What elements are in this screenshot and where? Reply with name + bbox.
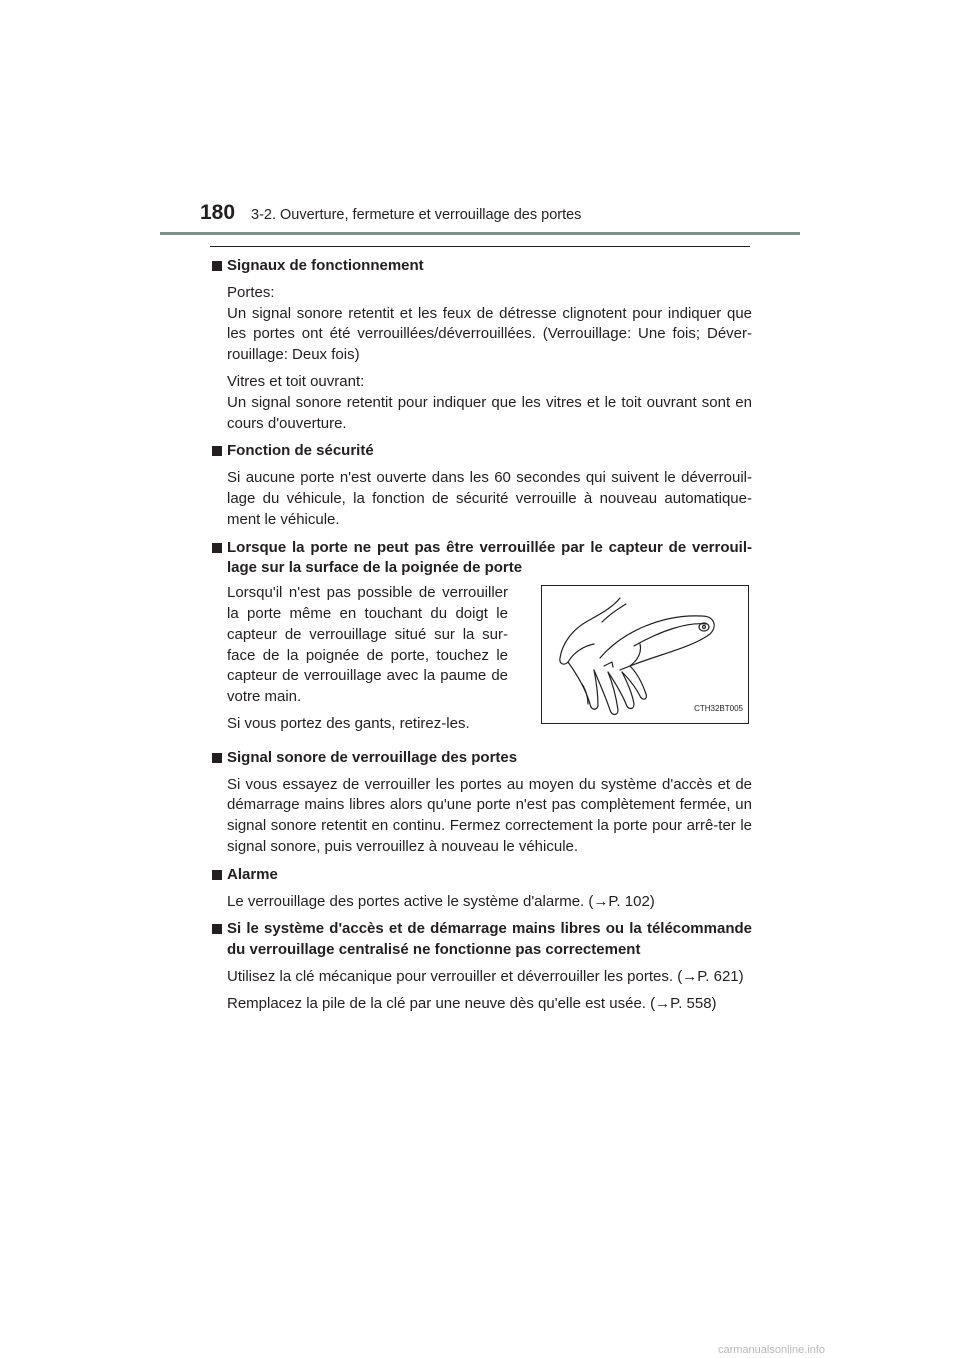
heading-text: Alarme: [227, 865, 278, 883]
square-bullet-icon: [212, 924, 222, 934]
header-rule: [160, 232, 800, 235]
paragraph: Un signal sonore retentit et les feux de détresse clignotent pour indiquer que les portes ont été verrouillées/déverrouillées. (Verrouillage: Une fois; Déver-rouillage: Deux fois): [227, 304, 752, 364]
section-heading: [209, 256, 752, 277]
section-lock-buzzer: [209, 748, 752, 858]
square-bullet-icon: [212, 753, 222, 763]
section-heading: [209, 748, 752, 769]
square-bullet-icon: [212, 543, 222, 553]
section-heading: [209, 919, 752, 961]
section-operation-signals: [209, 256, 752, 434]
page-content: [209, 256, 752, 1022]
figure-code: CTH32BT005: [694, 704, 743, 714]
section-heading: [209, 538, 752, 580]
section-heading: [209, 865, 752, 886]
paragraph: Portes:: [227, 283, 275, 301]
page-number: 180: [200, 201, 236, 224]
heading-text: Signaux de fonctionnement: [227, 257, 424, 274]
section-title: 3-2. Ouverture, fermeture et verrouillage des portes: [251, 207, 582, 223]
paragraph: Lorsqu'il n'est pas possible de verrouiller la porte même en touchant du doigt le capteur de verrouillage situé sur la sur-face de la poignée de porte, touchez le capteur de verrouillage avec la paume de votre main.: [227, 584, 508, 706]
text-with-figure: [227, 583, 752, 741]
paragraph: Si aucune porte n'est ouverte dans les 60 secondes qui suivent le déverrouil-lage du véhicule, la fonction de sécurité verrouille à nouveau automatique-ment le véhicule.: [227, 469, 752, 528]
heading-text: Si le système d'accès et de démarrage mains libres ou la télécommande du verrouillage centralisé ne fonctionne pas correctement: [227, 920, 752, 959]
paragraph: Un signal sonore retentit pour indiquer que les vitres et le toit ouvrant sont en cours d'ouverture.: [227, 393, 752, 432]
figure-text: [227, 583, 508, 741]
watermark: carmanualsonline.info: [718, 1344, 826, 1356]
section-lock-sensor: [209, 538, 752, 741]
section-heading: [209, 441, 752, 462]
paragraph: Vitres et toit ouvrant:: [227, 372, 365, 390]
square-bullet-icon: [212, 446, 222, 456]
paragraph: Le verrouillage des portes active le système d'alarme. (→P. 102): [227, 892, 655, 910]
section-malfunction: [209, 919, 752, 1014]
heading-text: Fonction de sécurité: [227, 442, 374, 460]
heading-text: Signal sonore de verrouillage des portes: [227, 748, 518, 766]
heading-text: Lorsque la porte ne peut pas être verrouillée par le capteur de verrouil-lage sur la surface de la poignée de porte: [227, 538, 752, 577]
paragraph: Si vous portez des gants, retirez-les.: [227, 714, 470, 732]
square-bullet-icon: [212, 261, 222, 271]
square-bullet-icon: [212, 870, 222, 880]
paragraph: Si vous essayez de verrouiller les portes au moyen du système d'accès et de démarrage mains libres alors qu'une porte n'est pas complètement fermée, un signal sonore retentit en continu. Fermez correctement la porte pour arrê-ter le signal sonore, puis verrouillez à nouveau le véhicule.: [227, 775, 752, 855]
section-divider: [210, 246, 750, 247]
paragraph: Remplacez la pile de la clé par une neuve dès qu'elle est usée. (→P. 558): [227, 994, 717, 1012]
section-alarm: [209, 865, 752, 913]
paragraph: Utilisez la clé mécanique pour verrouiller et déverrouiller les portes. (→P. 621): [227, 967, 744, 985]
section-security-function: [209, 441, 752, 530]
hand-on-door-handle-illustration: [541, 585, 749, 724]
